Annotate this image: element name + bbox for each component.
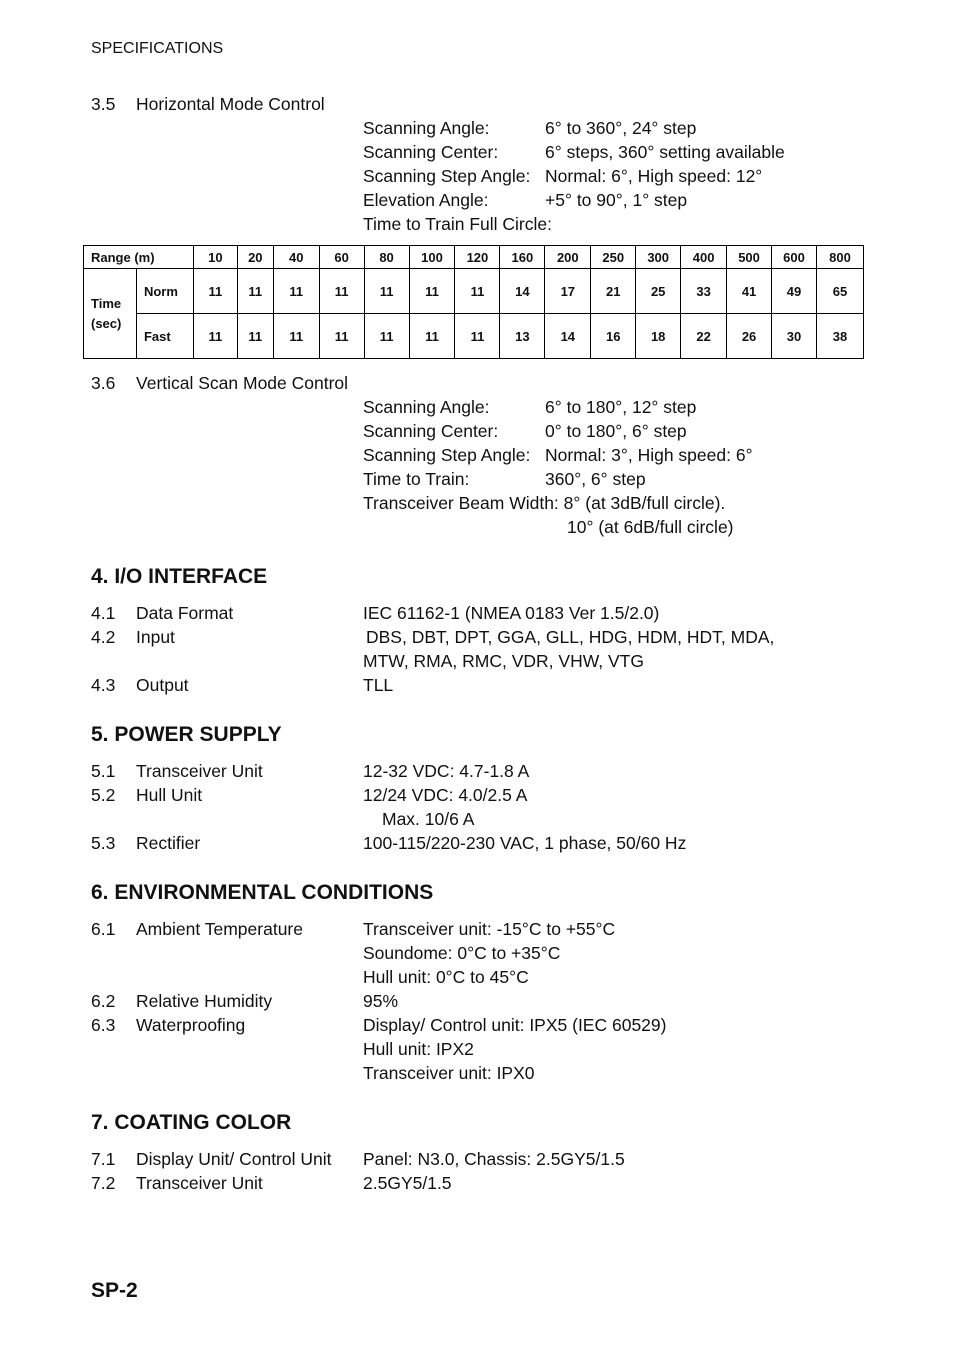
spec-value: Normal: 6°, High speed: 12° xyxy=(545,166,763,186)
item-label: Input xyxy=(136,627,175,647)
item-number: 6.2 xyxy=(91,991,116,1011)
norm-cell: 17 xyxy=(545,269,591,314)
spec-value: 6° steps, 360° setting available xyxy=(545,142,785,162)
spec-key: Time to Train Full Circle: xyxy=(363,214,552,234)
spec-key: Elevation Angle: xyxy=(363,190,489,210)
item-label: Display Unit/ Control Unit xyxy=(136,1149,332,1169)
item-value-cont: Max. 10/6 A xyxy=(382,809,475,829)
range-cell: 60 xyxy=(319,246,364,269)
section-7-heading: 7. COATING COLOR xyxy=(91,1111,292,1134)
item-value: Panel: N3.0, Chassis: 2.5GY5/1.5 xyxy=(363,1149,625,1169)
spec-key: Scanning Step Angle: xyxy=(363,445,531,465)
item-value: Transceiver unit: -15°C to +55°C xyxy=(363,919,616,939)
fast-cell: 26 xyxy=(727,314,772,359)
item-number: 5.1 xyxy=(91,761,116,781)
item-label: Waterproofing xyxy=(136,1015,246,1035)
item-label: Transceiver Unit xyxy=(136,1173,263,1193)
norm-cell: 11 xyxy=(364,269,409,314)
norm-cell: 11 xyxy=(455,269,500,314)
item-value: 2.5GY5/1.5 xyxy=(363,1173,452,1193)
item-value: IEC 61162-1 (NMEA 0183 Ver 1.5/2.0) xyxy=(363,603,660,623)
item-label: Output xyxy=(136,675,189,695)
spec-key: Scanning Center: xyxy=(363,421,499,441)
fast-label: Fast xyxy=(136,314,193,359)
item-label: Data Format xyxy=(136,603,234,623)
range-cell: 100 xyxy=(409,246,455,269)
item-label: Hull Unit xyxy=(136,785,203,805)
page-number: SP-2 xyxy=(91,1279,138,1302)
range-cell: 600 xyxy=(772,246,817,269)
range-header: Range (m) xyxy=(84,246,194,269)
range-cell: 500 xyxy=(727,246,772,269)
range-cell: 200 xyxy=(545,246,591,269)
item-number: 4.1 xyxy=(91,603,116,623)
train-time-table xyxy=(83,245,864,359)
norm-cell: 25 xyxy=(636,269,681,314)
fast-cell: 14 xyxy=(545,314,591,359)
range-cell: 400 xyxy=(681,246,727,269)
norm-cell: 65 xyxy=(816,269,863,314)
item-value: 95% xyxy=(363,991,399,1011)
item-number: 5.2 xyxy=(91,785,116,805)
item-value-cont: Transceiver unit: IPX0 xyxy=(363,1063,535,1083)
item-value: DBS, DBT, DPT, GGA, GLL, HDG, HDM, HDT, MDA, xyxy=(366,627,775,647)
beam-width-line1: Transceiver Beam Width: 8° (at 3dB/full circle). xyxy=(363,493,726,513)
fast-cell: 11 xyxy=(273,314,319,359)
norm-cell: 21 xyxy=(591,269,636,314)
section-3-5-title: Horizontal Mode Control xyxy=(136,94,325,114)
item-number: 7.2 xyxy=(91,1173,116,1193)
spec-value: 6° to 180°, 12° step xyxy=(545,397,697,417)
norm-cell: 41 xyxy=(727,269,772,314)
spec-value: 0° to 180°, 6° step xyxy=(545,421,687,441)
norm-cell: 11 xyxy=(409,269,455,314)
range-cell: 300 xyxy=(636,246,681,269)
norm-cell: 33 xyxy=(681,269,727,314)
fast-cell: 11 xyxy=(237,314,273,359)
spec-value: 6° to 360°, 24° step xyxy=(545,118,697,138)
fast-cell: 11 xyxy=(193,314,237,359)
time-label-line1: Time xyxy=(91,295,122,311)
item-number: 6.1 xyxy=(91,919,116,939)
item-value: 100-115/220-230 VAC, 1 phase, 50/60 Hz xyxy=(363,833,687,853)
item-value: Display/ Control unit: IPX5 (IEC 60529) xyxy=(363,1015,667,1035)
item-value: TLL xyxy=(363,675,394,695)
spec-key: Scanning Center: xyxy=(363,142,499,162)
range-cell: 120 xyxy=(455,246,500,269)
range-cell: 80 xyxy=(364,246,409,269)
section-3-6-title: Vertical Scan Mode Control xyxy=(136,373,349,393)
range-cell: 40 xyxy=(273,246,319,269)
spec-key: Scanning Angle: xyxy=(363,118,490,138)
spec-value: +5° to 90°, 1° step xyxy=(545,190,688,210)
section-5-heading: 5. POWER SUPPLY xyxy=(91,723,282,746)
spec-key: Time to Train: xyxy=(363,469,470,489)
fast-cell: 16 xyxy=(591,314,636,359)
item-value-cont: MTW, RMA, RMC, VDR, VHW, VTG xyxy=(363,651,644,671)
norm-cell: 14 xyxy=(500,269,545,314)
spec-key: Scanning Step Angle: xyxy=(363,166,531,186)
beam-width-line2: 10° (at 6dB/full circle) xyxy=(567,517,734,537)
range-cell: 20 xyxy=(237,246,273,269)
item-number: 4.3 xyxy=(91,675,116,695)
range-cell: 800 xyxy=(816,246,863,269)
range-cell: 160 xyxy=(500,246,545,269)
spec-key: Scanning Angle: xyxy=(363,397,490,417)
item-label: Relative Humidity xyxy=(136,991,273,1011)
item-value-cont: Hull unit: 0°C to 45°C xyxy=(363,967,529,987)
section-3-6-number: 3.6 xyxy=(91,373,116,393)
norm-cell: 11 xyxy=(273,269,319,314)
norm-cell: 11 xyxy=(319,269,364,314)
norm-cell: 49 xyxy=(772,269,817,314)
item-value: 12/24 VDC: 4.0/2.5 A xyxy=(363,785,528,805)
fast-cell: 11 xyxy=(455,314,500,359)
fast-cell: 38 xyxy=(816,314,863,359)
time-label-line2: (sec) xyxy=(91,315,122,331)
item-label: Ambient Temperature xyxy=(136,919,303,939)
page-header: SPECIFICATIONS xyxy=(91,40,224,57)
time-label xyxy=(84,269,137,359)
fast-cell: 11 xyxy=(409,314,455,359)
spec-value: Normal: 3°, High speed: 6° xyxy=(545,445,753,465)
norm-cell: 11 xyxy=(193,269,237,314)
item-number: 4.2 xyxy=(91,627,116,647)
section-4-heading: 4. I/O INTERFACE xyxy=(91,565,268,588)
fast-cell: 11 xyxy=(364,314,409,359)
spec-value: 360°, 6° step xyxy=(545,469,646,489)
fast-cell: 13 xyxy=(500,314,545,359)
norm-cell: 11 xyxy=(237,269,273,314)
item-number: 5.3 xyxy=(91,833,116,853)
range-cell: 10 xyxy=(193,246,237,269)
item-value-cont: Soundome: 0°C to +35°C xyxy=(363,943,561,963)
item-number: 7.1 xyxy=(91,1149,116,1169)
item-label: Rectifier xyxy=(136,833,201,853)
item-number: 6.3 xyxy=(91,1015,116,1035)
norm-label: Norm xyxy=(136,269,193,314)
item-value: 12-32 VDC: 4.7-1.8 A xyxy=(363,761,530,781)
item-label: Transceiver Unit xyxy=(136,761,263,781)
section-6-heading: 6. ENVIRONMENTAL CONDITIONS xyxy=(91,881,434,904)
fast-cell: 18 xyxy=(636,314,681,359)
fast-cell: 22 xyxy=(681,314,727,359)
section-3-5-number: 3.5 xyxy=(91,94,116,114)
item-value-cont: Hull unit: IPX2 xyxy=(363,1039,474,1059)
fast-cell: 30 xyxy=(772,314,817,359)
range-cell: 250 xyxy=(591,246,636,269)
fast-cell: 11 xyxy=(319,314,364,359)
